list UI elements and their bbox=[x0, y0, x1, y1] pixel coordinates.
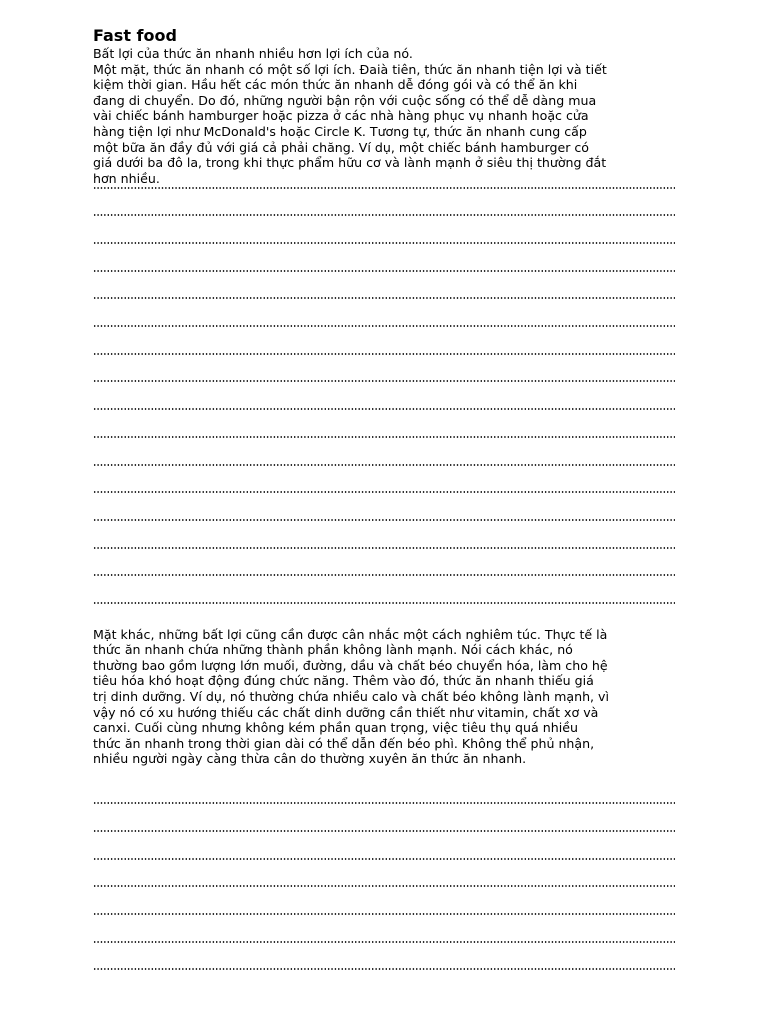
dotted-writing-line[interactable] bbox=[93, 342, 677, 370]
dotted-writing-line[interactable] bbox=[93, 591, 677, 619]
writing-lines-block-1 bbox=[93, 186, 677, 618]
spacer bbox=[93, 767, 677, 793]
document-title: Fast food bbox=[93, 26, 177, 45]
dotted-writing-line[interactable] bbox=[93, 203, 677, 231]
dotted-writing-line[interactable] bbox=[93, 930, 677, 958]
dotted-writing-line[interactable] bbox=[93, 480, 677, 508]
dotted-writing-line[interactable] bbox=[93, 874, 677, 902]
dotted-writing-line[interactable] bbox=[93, 186, 677, 203]
dotted-writing-line[interactable] bbox=[93, 425, 677, 453]
paragraph-advantages: Bất lợi của thức ăn nhanh nhiều hơn lợi ích của nó. Một mặt, thức ăn nhanh có một số lợi ích. Đaià tiên, thức ăn nhanh tiện lợi và tiết kiệm thời gian. Hầu hết các món thức ăn nhanh dễ đóng gói và có thể ăn khi đang di chuyển. Do đó, những người bận rộn với cuộc sống có thể dễ dàng mua vài chiếc bánh hamburger hoặc pizza ở các nhà hàng phục vụ nhanh hoặc cửa hàng tiện lợi như McDonald's hoặc Circle K. Tương tự, thức ăn nhanh cung cấp một bữa ăn đầy đủ với giá cả phải chăng. Ví dụ, một chiếc bánh hamburger có giá dưới ba đô la, trong khi thực phẩm hữu cơ và lành mạnh ở siêu thị thường đắt hơn nhiều. bbox=[93, 46, 607, 186]
paragraph-disadvantages: Mặt khác, những bất lợi cũng cần được cân nhắc một cách nghiêm túc. Thực tế là thức ăn nhanh chứa những thành phần không lành mạnh. Nói cách khác, nó thường bao gồm lượng lớn muối, đường, dầu và chất béo chuyển hóa, làm cho hệ tiêu hóa khó hoạt động đúng chức năng. Thêm vào đó, thức ăn nhanh thiếu giá trị dinh dưỡng. Ví dụ, nó thường chứa nhiều calo và chất béo không lành mạnh, vì vậy nó có xu hướng thiếu các chất dinh dưỡng cần thiết như vitamin, chất xơ và canxi. Cuối cùng nhưng không kém phần quan trọng, việc tiêu thụ quá nhiều thức ăn nhanh trong thời gian dài có thể dẫn đến béo phì. Không thể phủ nhận, nhiều người ngày càng thừa cân do thường xuyên ăn thức ăn nhanh. bbox=[93, 626, 610, 767]
document-page bbox=[93, 26, 677, 985]
dotted-writing-line[interactable] bbox=[93, 397, 677, 425]
dotted-writing-line[interactable] bbox=[93, 902, 677, 930]
dotted-writing-line[interactable] bbox=[93, 793, 677, 819]
dotted-writing-line[interactable] bbox=[93, 314, 677, 342]
dotted-writing-line[interactable] bbox=[93, 536, 677, 564]
dotted-writing-line[interactable] bbox=[93, 453, 677, 481]
dotted-writing-line[interactable] bbox=[93, 819, 677, 847]
dotted-writing-line[interactable] bbox=[93, 508, 677, 536]
dotted-writing-line[interactable] bbox=[93, 369, 677, 397]
dotted-writing-line[interactable] bbox=[93, 847, 677, 875]
spacer bbox=[93, 619, 677, 627]
dotted-writing-line[interactable] bbox=[93, 231, 677, 259]
dotted-writing-line[interactable] bbox=[93, 259, 677, 287]
dotted-writing-line[interactable] bbox=[93, 286, 677, 314]
dotted-writing-line[interactable] bbox=[93, 957, 677, 985]
dotted-writing-line[interactable] bbox=[93, 563, 677, 591]
writing-lines-block-2 bbox=[93, 793, 677, 985]
